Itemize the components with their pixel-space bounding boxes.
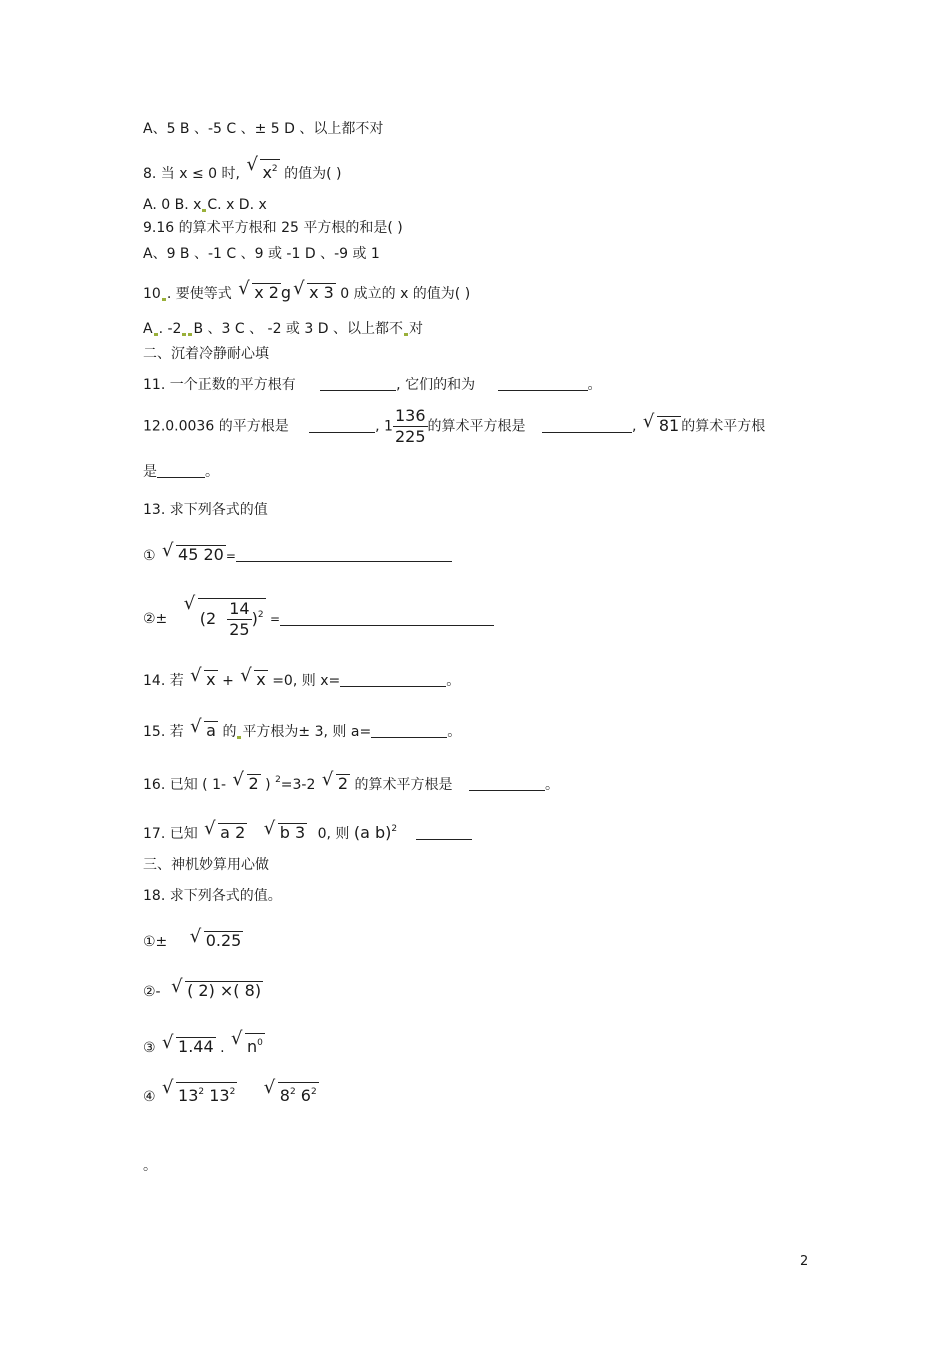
question-15: 15. 若 √ a 的 平方根为± 3, 则 a= 。 xyxy=(143,721,461,741)
question-11: 11. 一个正数的平方根有 , 它们的和为 。 xyxy=(143,377,602,393)
answer-blank[interactable] xyxy=(469,778,545,791)
page-number: 2 xyxy=(800,1254,809,1269)
q8-text: 8. 当 x ≤ 0 时, xyxy=(143,166,240,182)
q18-part-4: ④ √ $13^2$ $13^2$ √ $8^2$ $6^2$ xyxy=(143,1082,319,1106)
q18-part-3: ③ √ 1.44 . √ $n^0$ xyxy=(143,1033,265,1057)
mark-dot xyxy=(237,736,241,739)
question-13: 13. 求下列各式的值 xyxy=(143,502,268,518)
mark-dot xyxy=(154,333,158,336)
answer-blank[interactable] xyxy=(157,465,205,478)
sqrt-n-zero: √ $n^0$ xyxy=(233,1033,265,1056)
q13-part-1: ① √ 45 20 = xyxy=(143,545,452,565)
sqrt-mixed-fraction: √ (2 $\frac{14}{25}$ )$^2$ xyxy=(186,598,266,640)
answer-blank[interactable] xyxy=(542,420,632,433)
fraction-136-225: $\frac{136}{225}$ xyxy=(394,406,426,446)
sqrt-81: √ 81 xyxy=(645,416,681,435)
q18-part-2: ②- √ ( 2) ×( 8) xyxy=(143,981,263,1001)
question-10: 10 . 要使等式 √ x 2 g√ x 3 0 成立的 x 的值为( ) xyxy=(143,283,470,303)
sqrt-x-squared: √ $x^2$ xyxy=(248,159,279,182)
question-8 xyxy=(143,159,341,183)
section-3-heading: 三、神机妙算用心做 xyxy=(143,857,269,873)
sqrt-x-minus-3: √ x 3 xyxy=(295,283,336,302)
sqrt-a: √ a xyxy=(192,721,218,740)
mark-dot xyxy=(202,209,206,212)
mark-dot xyxy=(162,298,166,301)
q9-options: A、9 B 、-1 C 、9 或 -1 D 、-9 或 1 xyxy=(143,246,380,262)
section-2-heading: 二、沉着冷静耐心填 xyxy=(143,346,269,362)
answer-blank[interactable] xyxy=(236,549,452,562)
q8-tail: 的值为( ) xyxy=(284,166,342,182)
sqrt-45-20: √ 45 20 xyxy=(164,545,226,564)
sqrt-8-squared: √ $8^2$ $6^2$ xyxy=(266,1082,319,1105)
sqrt-neg-x: √ x xyxy=(242,670,267,689)
answer-blank[interactable] xyxy=(280,613,494,626)
sqrt-0-25: √ 0.25 xyxy=(192,931,244,950)
mark-dot xyxy=(182,333,186,336)
sqrt-1-44: √ 1.44 xyxy=(164,1037,216,1056)
question-16: 16. 已知 ( 1- √ 2 ) $^2$=3-2 √ 2 的算术平方根是 。 xyxy=(143,771,559,794)
mark-dot xyxy=(404,333,408,336)
q8-options: A. 0 B. x C. x D. x xyxy=(143,197,267,213)
question-12-cont: 是 。 xyxy=(143,464,219,480)
answer-blank[interactable] xyxy=(309,420,375,433)
sqrt-a-minus-2: √ a 2 xyxy=(206,823,247,842)
q13-part-2: ②± √ (2 $\frac{14}{25}$ )$^2$ = xyxy=(143,598,494,640)
question-14: 14. 若 √ x + √ x =0, 则 x= 。 xyxy=(143,670,460,690)
q18-part-1: ①± √ 0.25 xyxy=(143,931,243,951)
question-9: 9.16 的算术平方根和 25 平方根的和是( ) xyxy=(143,220,403,236)
answer-blank[interactable] xyxy=(498,378,588,391)
answer-blank[interactable] xyxy=(320,378,396,391)
sqrt-product: √ ( 2) ×( 8) xyxy=(173,981,263,1000)
answer-blank[interactable] xyxy=(340,674,446,687)
sqrt-2: √ 2 xyxy=(235,774,261,793)
sqrt-13-squared: √ $13^2$ $13^2$ xyxy=(164,1082,237,1105)
mark-dot xyxy=(188,333,192,336)
question-12: 12.0.0036 的平方根是 , 1 $\frac{136}{225}$ 的算术平方根是 , √ 81 的算术平方根 xyxy=(143,406,765,447)
answer-blank[interactable] xyxy=(416,827,472,840)
question-18: 18. 求下列各式的值。 xyxy=(143,888,282,904)
answer-blank[interactable] xyxy=(371,725,447,738)
q7-options: A、5 B 、-5 C 、± 5 D 、以上都不对 xyxy=(143,121,384,137)
sqrt-b-minus-3: √ b 3 xyxy=(266,823,307,842)
sqrt-2: √ 2 xyxy=(324,774,350,793)
question-17: 17. 已知 √ a 2 √ b 3 0, 则 (a b)$^2$ xyxy=(143,820,472,843)
sqrt-x-minus-2: √ x 2 xyxy=(240,283,281,302)
sqrt-x: √ x xyxy=(192,670,217,689)
q10-options: A . -2 B 、3 C 、 -2 或 3 D 、以上都不 对 xyxy=(143,321,423,337)
trailing-period: 。 xyxy=(143,1158,157,1174)
